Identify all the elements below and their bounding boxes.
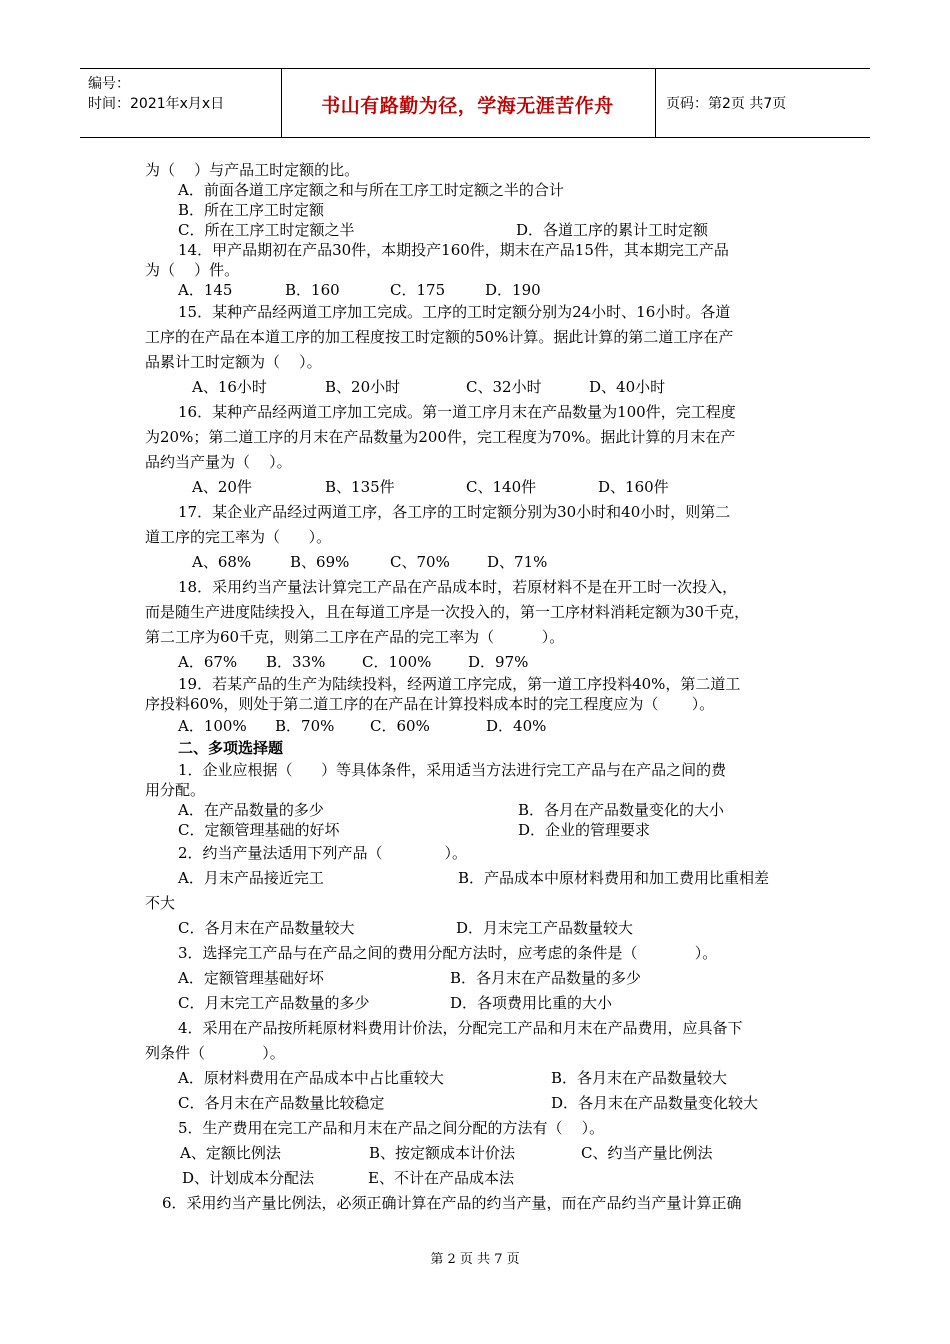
- question-line: 6．采用约当产量比例法，必须正确计算在产品的约当产量，而在产品约当产量计算正确: [162, 1194, 742, 1212]
- option-line: D．各月末在产品数量变化较大: [551, 1094, 759, 1112]
- text-line: 列条件（ ）。: [145, 1044, 285, 1062]
- option-line: C．各月末在产品数量较大: [178, 919, 355, 937]
- question-line: 19．若某产品的生产为陆续投料，经两道工序完成，第一道工序投料40%，第二道工: [178, 675, 741, 693]
- option-line: D、计划成本分配法: [182, 1169, 315, 1187]
- text-line: 工序的在产品在本道工序的加工程度按工时定额的50%计算。据此计算的第二道工序在产: [145, 328, 734, 346]
- page-header: [80, 68, 870, 138]
- option-line: A．月末产品接近完工: [178, 869, 324, 887]
- option-line: B、20小时: [325, 378, 401, 396]
- option-line: A．67%: [178, 653, 238, 671]
- text-line: 道工序的完工率为（ ）。: [145, 528, 332, 546]
- option-line: C、140件: [466, 478, 537, 496]
- text-line: 为20%；第二道工序的月末在产品数量为200件，完工程度为70%。据此计算的月末在产: [145, 428, 736, 446]
- page-footer: 第 2 页 共 7 页: [430, 1252, 520, 1267]
- header-motto: 书山有路勤为径，学海无涯苦作舟: [321, 95, 614, 117]
- option-line: B、135件: [325, 478, 395, 496]
- header-page-info: 页码：第2页 共7页: [666, 96, 787, 112]
- option-line: A．100%: [178, 717, 247, 735]
- text-line: 第二工序为60千克，则第二工序在产品的完工率为（ ）。: [145, 628, 565, 646]
- option-line: E、不计在产品成本法: [368, 1169, 514, 1187]
- question-line: 14．甲产品期初在产品30件，本期投产160件，期末在产品15件，其本期完工产品: [178, 241, 729, 259]
- option-line: A、68%: [192, 553, 252, 571]
- option-line: B．产品成本中原材料费用和加工费用比重相差: [458, 869, 770, 887]
- option-line: C．月末完工产品数量的多少: [178, 994, 370, 1012]
- text-line: 序投料60%，则处于第二道工序的在产品在计算投料成本时的完工程度应为（ ）。: [145, 695, 715, 713]
- question-line: 5．生产费用在完工产品和月末在产品之间分配的方法有（ ）。: [178, 1119, 605, 1137]
- text-line: 不大: [145, 894, 176, 912]
- text-line: 为（ ）件。: [145, 261, 240, 279]
- option-line: A、20件: [192, 478, 252, 496]
- section-heading: 二、多项选择题: [178, 739, 284, 757]
- option-line: D、71%: [487, 553, 548, 571]
- option-line: C、约当产量比例法: [581, 1144, 713, 1162]
- text-line: 品约当产量为（ ）。: [145, 453, 292, 471]
- question-line: 17．某企业产品经过两道工序，各工序的工时定额分别为30小时和40小时，则第二: [178, 503, 731, 521]
- text-line: 为（ ）与产品工时定额的比。: [145, 161, 360, 179]
- text-line: 而是随生产进度陆续投入，且在每道工序是一次投入的，第一工序材料消耗定额为30千克，: [145, 603, 750, 621]
- text-line: 用分配。: [145, 781, 206, 799]
- header-meta: [88, 74, 224, 114]
- option-line: D、40小时: [589, 378, 666, 396]
- option-line: C．定额管理基础的好坏: [178, 821, 340, 839]
- option-line: C、70%: [390, 553, 450, 571]
- option-line: D．97%: [468, 653, 529, 671]
- option-line: C．各月末在产品数量比较稳定: [178, 1094, 385, 1112]
- option-line: A．前面各道工序定额之和与所在工序工时定额之半的合计: [178, 181, 564, 199]
- option-line: B、按定额成本计价法: [369, 1144, 516, 1162]
- question-line: 15．某种产品经两道工序加工完成。工序的工时定额分别为24小时、16小时。各道: [178, 303, 731, 321]
- question-line: 16．某种产品经两道工序加工完成。第一道工序月末在产品数量为100件，完工程度: [178, 403, 736, 421]
- option-line: B．各月末在产品数量较大: [551, 1069, 728, 1087]
- option-line: D．月末完工产品数量较大: [456, 919, 634, 937]
- option-line: D．40%: [486, 717, 547, 735]
- header-date-label: 时间：2021年x月x日: [88, 96, 225, 112]
- question-line: 18．采用约当产量法计算完工产品在产品成本时，若原材料不是在开工时一次投入，: [178, 578, 738, 596]
- option-line: C．60%: [370, 717, 430, 735]
- option-line: D．190: [485, 281, 541, 299]
- header-divider: [655, 69, 656, 137]
- question-line: 1．企业应根据（ ）等具体条件，采用适当方法进行完工产品与在产品之间的费: [178, 761, 727, 779]
- option-line: B．70%: [275, 717, 335, 735]
- option-line: D、160件: [598, 478, 669, 496]
- question-line: 2．约当产量法适用下列产品（ ）。: [178, 844, 468, 862]
- option-line: B．33%: [266, 653, 326, 671]
- question-line: 3．选择完工产品与在产品之间的费用分配方法时，应考虑的条件是（ ）。: [178, 944, 718, 962]
- option-line: A．定额管理基础好坏: [178, 969, 324, 987]
- option-line: B．各月在产品数量变化的大小: [518, 801, 725, 819]
- option-line: B、69%: [290, 553, 350, 571]
- option-line: A、16小时: [192, 378, 267, 396]
- option-line: D．各道工序的累计工时定额: [516, 221, 709, 239]
- option-line: A、定额比例法: [180, 1144, 281, 1162]
- option-line: C．所在工序工时定额之半: [178, 221, 355, 239]
- header-number-label: 编号：: [88, 76, 130, 92]
- option-line: D．企业的管理要求: [518, 821, 651, 839]
- option-line: A．原材料费用在产品成本中占比重较大: [178, 1069, 444, 1087]
- option-line: B．所在工序工时定额: [178, 201, 325, 219]
- option-line: C．175: [390, 281, 446, 299]
- option-line: B．各月末在产品数量的多少: [450, 969, 642, 987]
- option-line: C、32小时: [466, 378, 542, 396]
- option-line: C．100%: [362, 653, 432, 671]
- option-line: A．在产品数量的多少: [178, 801, 324, 819]
- text-line: 品累计工时定额为（ ）。: [145, 353, 322, 371]
- option-line: A．145: [178, 281, 233, 299]
- question-line: 4．采用在产品按所耗原材料费用计价法，分配完工产品和月末在产品费用，应具备下: [178, 1019, 743, 1037]
- option-line: B．160: [285, 281, 340, 299]
- option-line: D．各项费用比重的大小: [450, 994, 613, 1012]
